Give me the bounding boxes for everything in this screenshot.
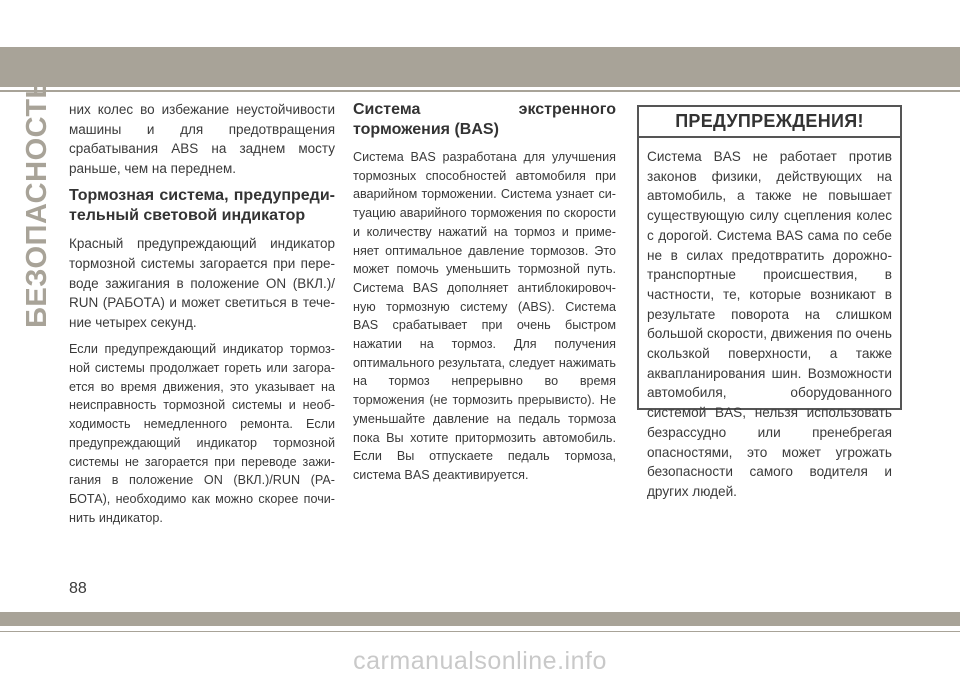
paragraph: Красный предупреждающий индикатор тормозной системы загорается при переводе зажигания в положение ON (ВКЛ.)/ RUN (РАБОТА) и может светиться в течение четырех секунд. — [69, 236, 335, 330]
footer-band — [0, 612, 960, 626]
warning-box — [637, 105, 902, 499]
section-tab — [17, 76, 57, 328]
header-band — [0, 47, 960, 87]
left-column — [69, 100, 335, 535]
paragraph: Если предупреждающий индикатор тормозной системы продолжает гореть или загорается во время движения, это указывает на неисправность тормозной системы и необходимость немедленного ремонта. Если предупреждающий индикатор тормозной системы не загорается при переводе зажигания в положение ON (ВКЛ.)/RUN (РАБОТА), необходимо как можно скорее починить индикатор. — [69, 342, 335, 525]
section-heading: Система экстренного торможения (BAS) — [353, 101, 616, 138]
warning-title: ПРЕДУПРЕЖДЕНИЯ! — [639, 107, 900, 138]
watermark: carmanualsonline.info — [353, 647, 607, 675]
header-rule — [0, 90, 960, 92]
page-number: 88 — [69, 580, 87, 597]
section-tab-label: БЕЗОПАСНОСТЬ — [20, 76, 53, 328]
warning-body: Система BAS не работает против законов физики, действующих на автомобиль, а также не повышает существующую силу сцепления колес с дорогой. Система BAS сама по себе не в силах предотвратить дорожно-транспортные происшествия, в частности, те, которые возникают в результате поворота на слишком большой скорости, движения по очень скользкой поверхности, а также аквапланирования шин. Возможности автомобиля, оборудованного системой BAS, нельзя использовать безрассудно или пренебрегая опасностями, это может угрожать безопасности самого водителя и других людей. — [647, 149, 892, 499]
section-heading: Тормозная система, предупредительный световой индикатор — [69, 187, 335, 225]
paragraph: них колес во избежание неустойчивости машины и для предотвращения срабатывания ABS на заднем мосту раньше, чем на переднем. — [69, 102, 335, 176]
middle-column — [353, 100, 616, 493]
paragraph: Система BAS разработана для улучшения тормозных способностей автомобиля при аварийном торможении. Система узнает ситуацию аварийного торможения по скорости и количеству нажатий на тормоз и применяет оптимальное давление тормозов. Это может помочь уменьшить тормозной путь. Система BAS дополняет антиблокировочную тормозную систему (ABS). Система BAS срабатывает при очень быстром нажатии на тормоз. Для получения оптимального результата, следует нажимать на тормоз непрерывно во время торможения (не тормозить прерывисто). Не уменьшайте давление на педаль тормоза пока Вы хотите притормозить автомобиль. Если Вы отпускаете педаль тормоза, система BAS деактивируется. — [353, 150, 616, 482]
footer-rule — [0, 631, 960, 632]
